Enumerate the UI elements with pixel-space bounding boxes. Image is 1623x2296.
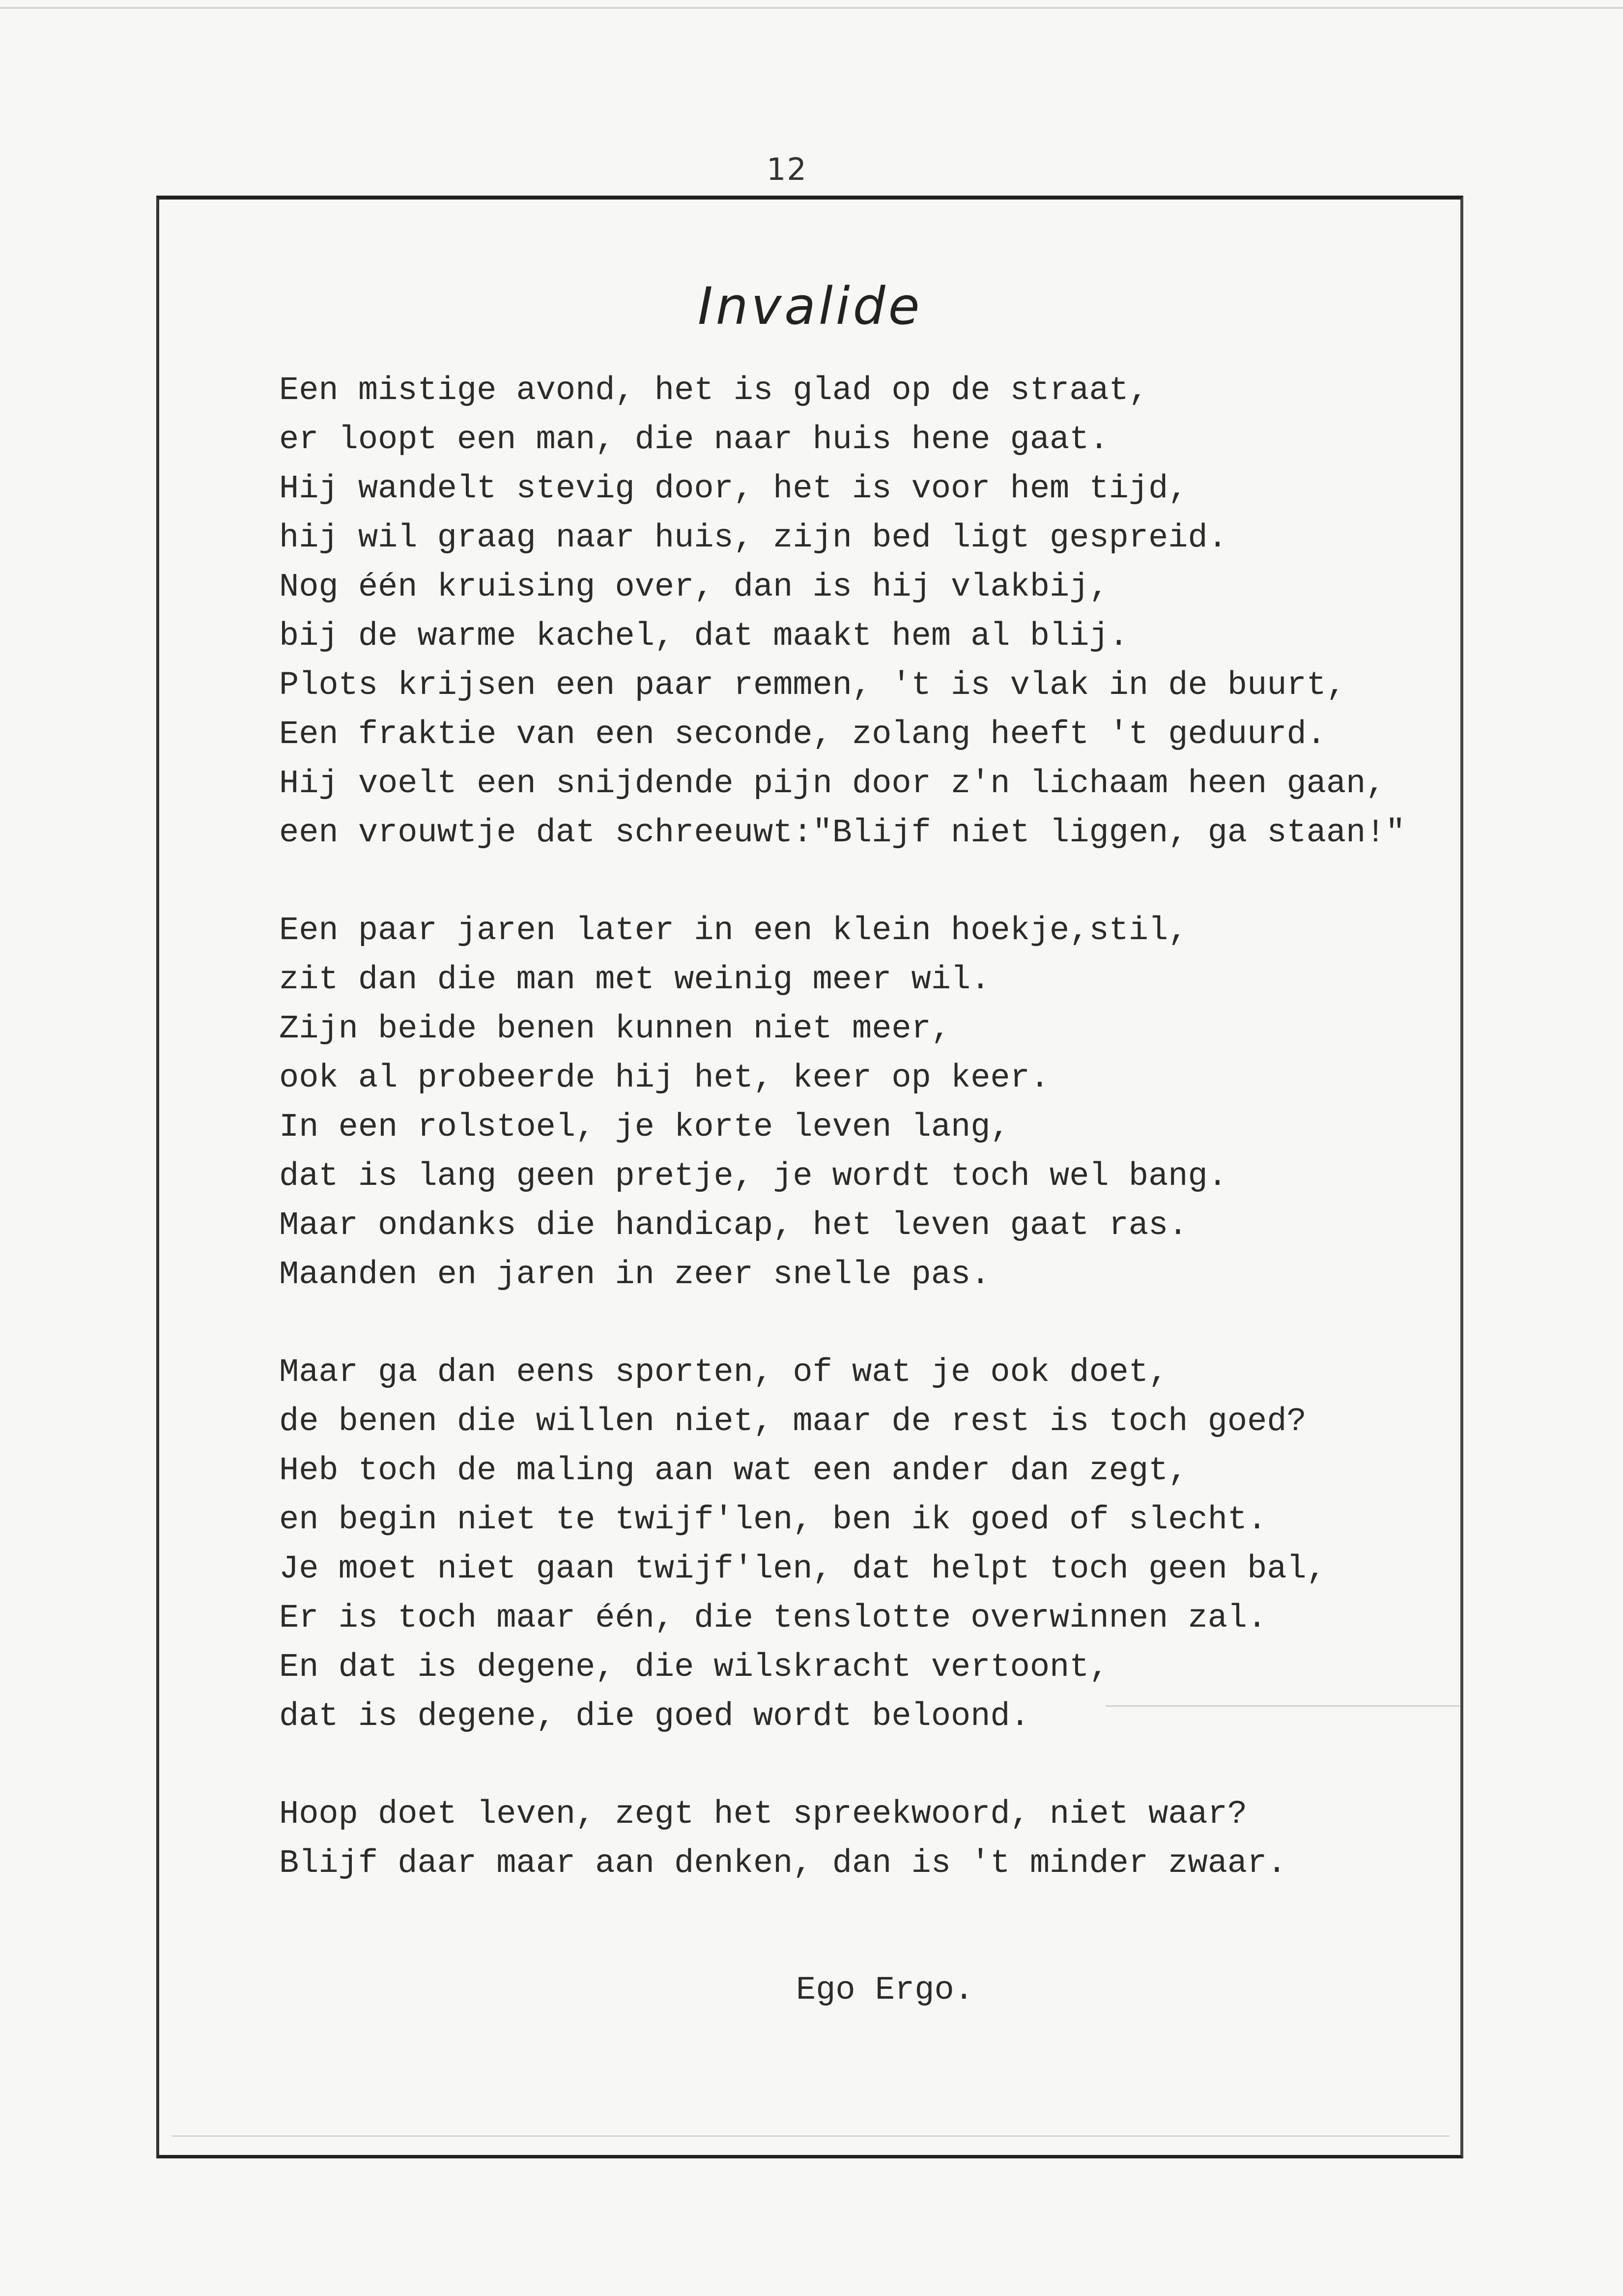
poem-line: hij wil graag naar huis, zijn bed ligt gespreid. bbox=[279, 519, 1227, 557]
poem-line: Zijn beide benen kunnen niet meer, bbox=[279, 1010, 951, 1048]
scan-noise bbox=[0, 7, 1623, 9]
stanza bbox=[279, 1790, 1409, 1888]
poem-line: Er is toch maar één, die tenslotte overwinnen zal. bbox=[279, 1600, 1267, 1637]
poem-line: Hij voelt een snijdende pijn door z'n lichaam heen gaan, bbox=[279, 765, 1386, 803]
poem-line: Heb toch de maling aan wat een ander dan zegt, bbox=[279, 1452, 1188, 1490]
poem-line: ook al probeerde hij het, keer op keer. bbox=[279, 1060, 1050, 1097]
poem-line: Blijf daar maar aan denken, dan is 't minder zwaar. bbox=[279, 1845, 1287, 1882]
scan-noise bbox=[172, 2135, 1450, 2137]
signature: Ego Ergo. bbox=[796, 1972, 974, 2009]
poem-line: dat is lang geen pretje, je wordt toch wel bang. bbox=[279, 1158, 1227, 1195]
poem-line: Plots krijsen een paar remmen, 't is vlak in de buurt, bbox=[279, 667, 1346, 704]
poem-line: Maar ga dan eens sporten, of wat je ook doet, bbox=[279, 1354, 1168, 1391]
poem-line: er loopt een man, die naar huis hene gaat. bbox=[279, 421, 1109, 459]
poem-line: En dat is degene, die wilskracht vertoont, bbox=[279, 1649, 1109, 1686]
page-number: 12 bbox=[767, 151, 807, 187]
poem-line: Hij wandelt stevig door, het is voor hem tijd, bbox=[279, 470, 1188, 508]
poem-line: In een rolstoel, je korte leven lang, bbox=[279, 1109, 1010, 1146]
poem-line: de benen die willen niet, maar de rest is toch goed? bbox=[279, 1403, 1307, 1440]
poem-title: Invalide bbox=[698, 276, 923, 336]
poem-line: Maar ondanks die handicap, het leven gaat ras. bbox=[279, 1207, 1188, 1244]
stanza bbox=[279, 906, 1409, 1299]
poem-line: en begin niet te twijf'len, ben ik goed of slecht. bbox=[279, 1501, 1267, 1539]
poem-line: bij de warme kachel, dat maakt hem al blij. bbox=[279, 618, 1129, 655]
poem-line: dat is degene, die goed wordt beloond. bbox=[279, 1698, 1030, 1735]
stanza bbox=[279, 366, 1409, 858]
poem-line: een vrouwtje dat schreeuwt:"Blijf niet liggen, ga staan!" bbox=[279, 814, 1405, 852]
poem-line: Een paar jaren later in een klein hoekje,stil, bbox=[279, 912, 1188, 949]
stanza bbox=[279, 1348, 1409, 1741]
poem-line: Een mistige avond, het is glad op de straat, bbox=[279, 372, 1149, 409]
poem-line: zit dan die man met weinig meer wil. bbox=[279, 961, 991, 999]
poem-line: Je moet niet gaan twijf'len, dat helpt toch geen bal, bbox=[279, 1550, 1326, 1588]
poem-line: Nog één kruising over, dan is hij vlakbij, bbox=[279, 569, 1109, 606]
scan-noise bbox=[1106, 1705, 1459, 1707]
poem-line: Een fraktie van een seconde, zolang heeft 't geduurd. bbox=[279, 716, 1326, 753]
poem-body bbox=[279, 366, 1409, 1937]
poem-line: Hoop doet leven, zegt het spreekwoord, niet waar? bbox=[279, 1796, 1248, 1833]
poem-line: Maanden en jaren in zeer snelle pas. bbox=[279, 1256, 991, 1293]
